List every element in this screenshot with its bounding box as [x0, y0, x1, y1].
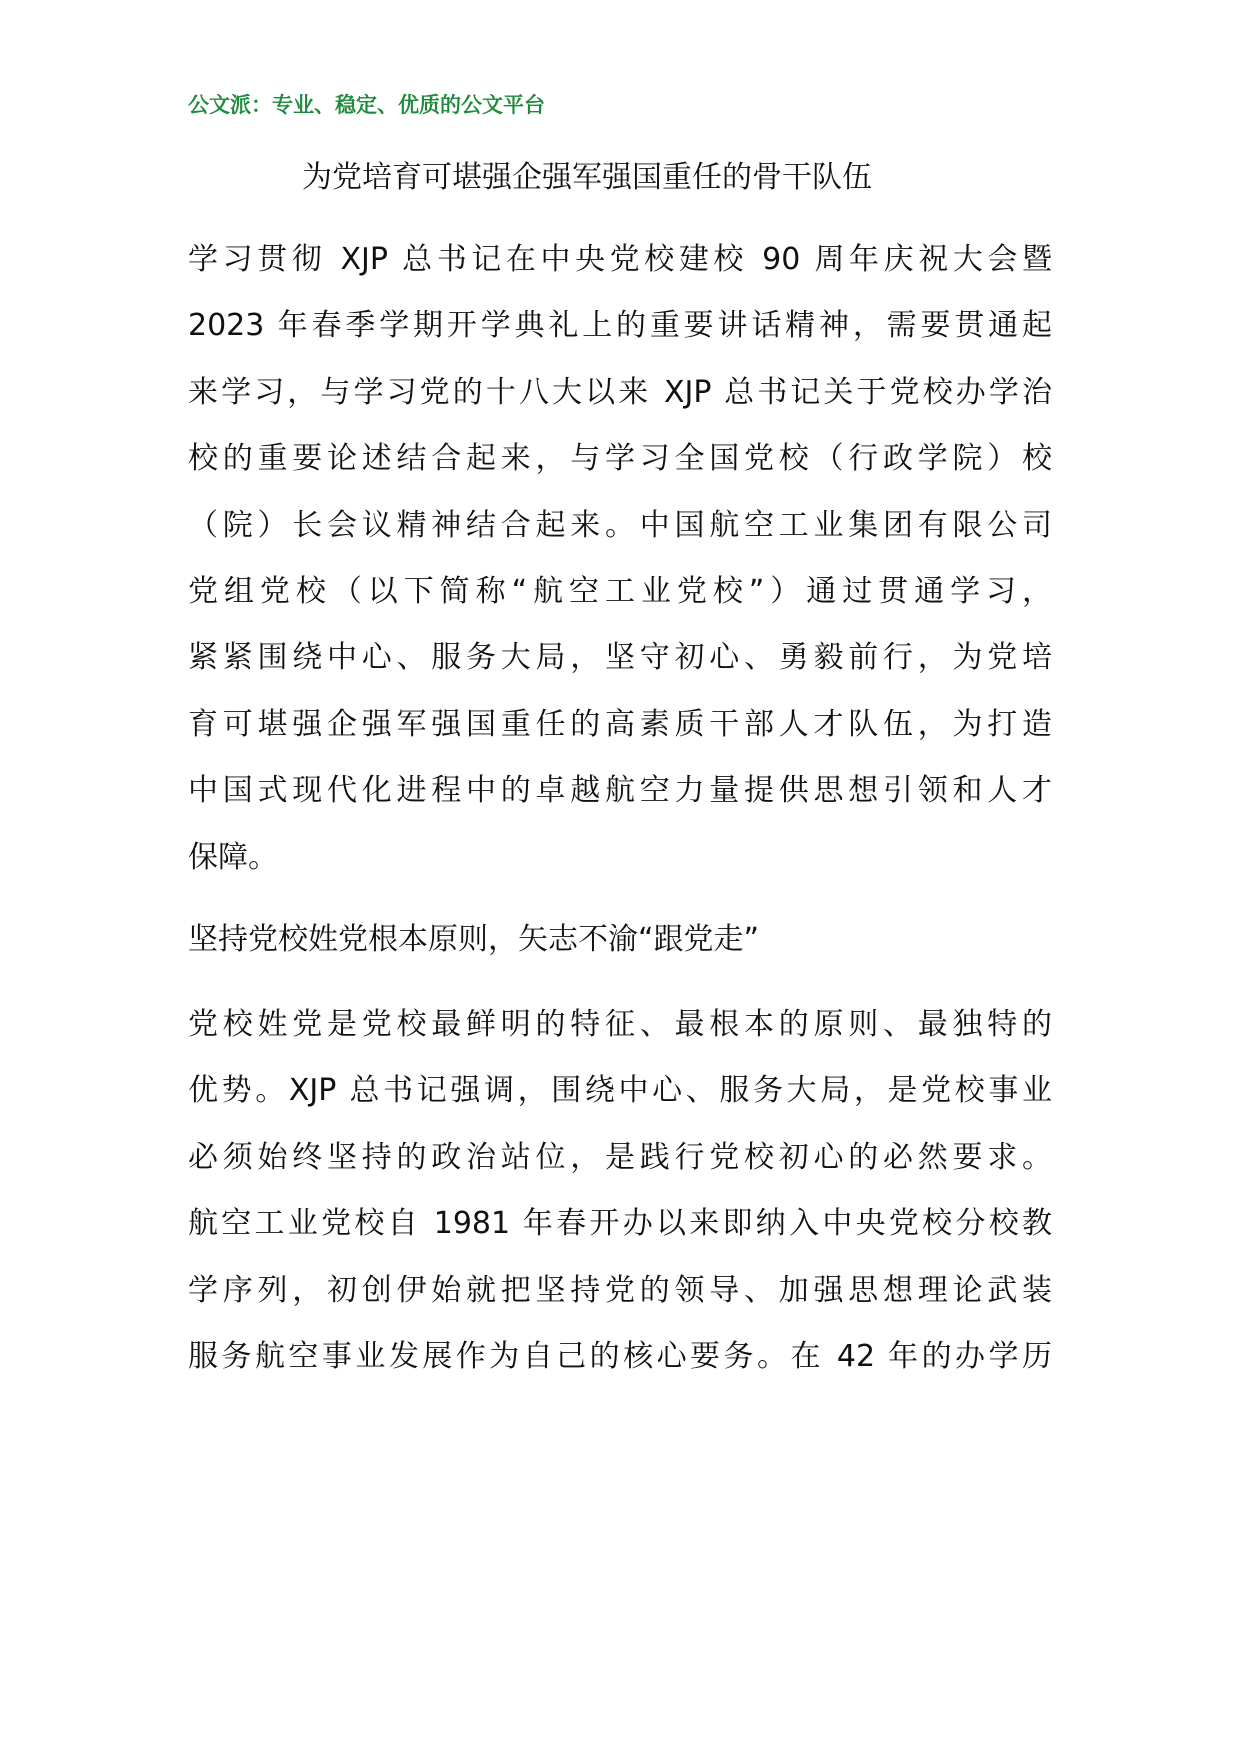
section-heading: [188, 907, 1052, 973]
paragraph-line: 党校姓党是党校最鲜明的特征、最根本的原则、最独特的: [188, 1007, 1052, 1042]
paragraph-line: 来学习，与学习党的十八大以来 XJP 总书记关于党校办学治: [188, 374, 1052, 410]
paragraph-line: 航空工业党校自 1981 年春开办以来即纳入中央党校分校教: [188, 1206, 1052, 1242]
paragraph-1: [188, 227, 1052, 891]
paragraph-line: 保障。: [188, 839, 278, 875]
paragraph-line: 育可堪强企强军强国重任的高素质干部人才队伍，为打造: [188, 706, 1052, 742]
paragraph-line: （院）长会议精神结合起来。中国航空工业集团有限公司: [188, 507, 1052, 543]
paragraph-line: 2023 年春季学期开学典礼上的重要讲话精神，需要贯通起: [188, 308, 1052, 344]
paragraph-line: 学序列，初创伊始就把坚持党的领导、加强思想理论武装: [188, 1272, 1052, 1308]
paragraph-line: 紧紧围绕中心、服务大局，坚守初心、勇毅前行，为党培: [188, 640, 1052, 676]
document-title: 为党培育可堪强企强军强国重任的骨干队伍: [302, 160, 872, 195]
paragraph-line: 校的重要论述结合起来，与学习全国党校（行政学院）校: [188, 441, 1052, 477]
paragraph-line: 中国式现代化进程中的卓越航空力量提供思想引领和人才: [188, 773, 1052, 809]
paragraph-line: 服务航空事业发展作为自己的核心要务。在 42 年的办学历: [188, 1338, 1052, 1374]
paragraph-line: 党组党校（以下简称“航空工业党校”）通过贯通学习，: [188, 573, 1052, 609]
paragraph-line: 优势。XJP 总书记强调，围绕中心、服务大局，是党校事业: [188, 1073, 1052, 1109]
paragraph-line: 学习贯彻 XJP 总书记在中央党校建校 90 周年庆祝大会暨: [188, 242, 1052, 277]
paragraph-line: 必须始终坚持的政治站位，是践行党校初心的必然要求。: [188, 1139, 1052, 1175]
site-tagline: 公文派：专业、稳定、优质的公文平台: [188, 93, 545, 117]
section-heading-text: 坚持党校姓党根本原则，矢志不渝“跟党走”: [188, 922, 760, 957]
paragraph-2: [188, 992, 1052, 1390]
